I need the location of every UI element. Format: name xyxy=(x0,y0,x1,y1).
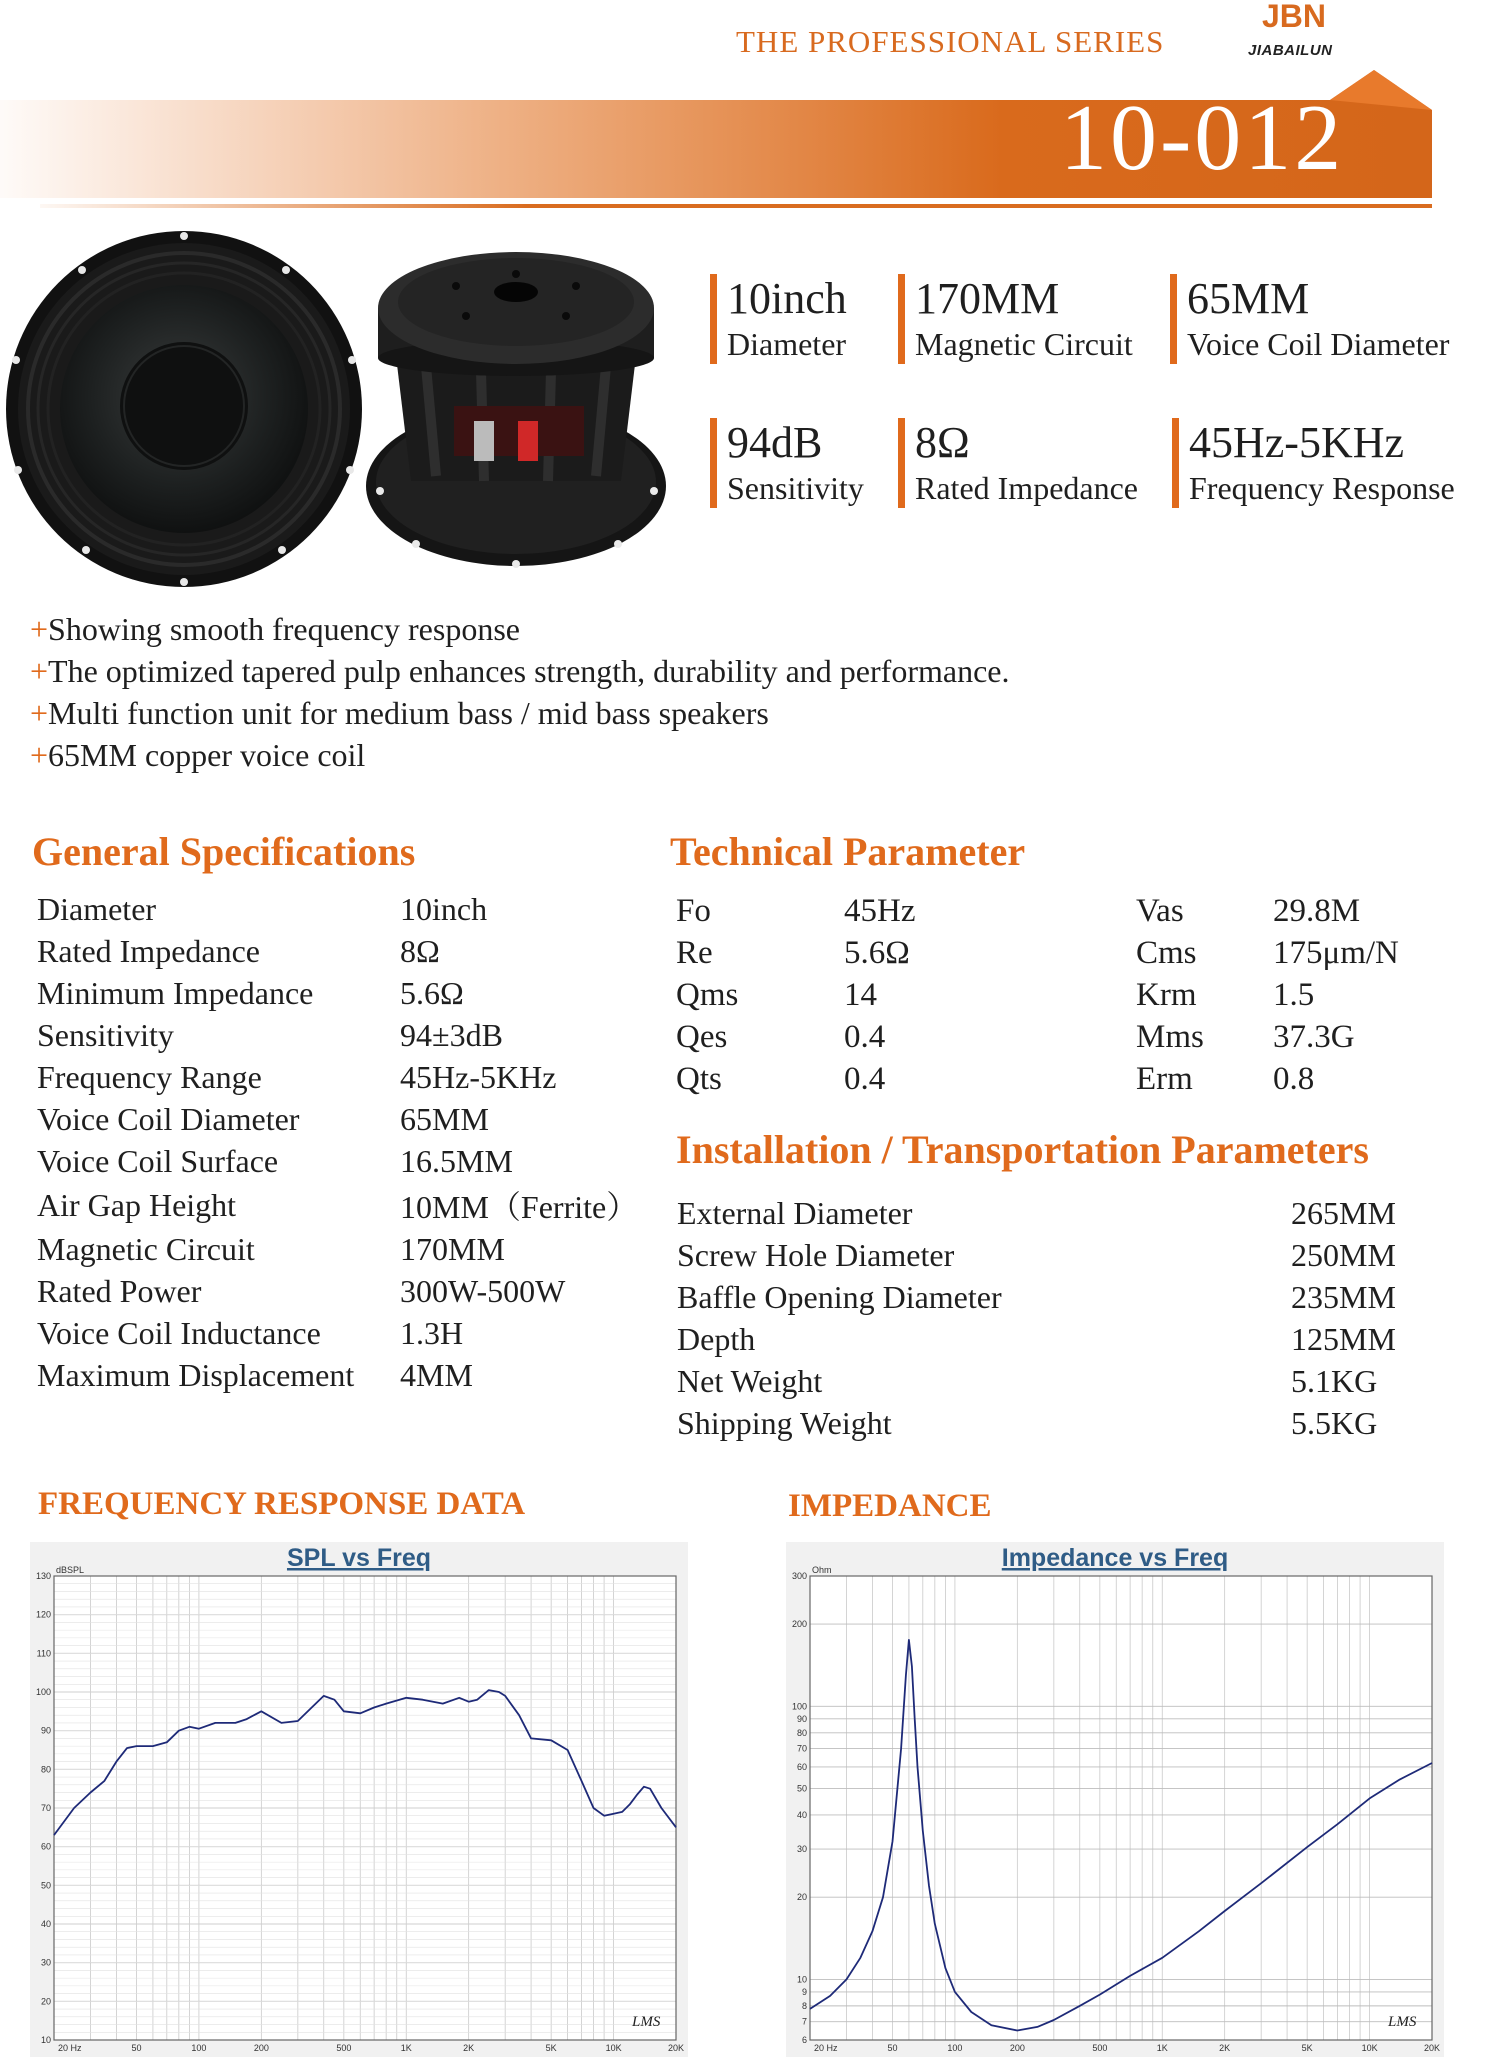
general-spec-row xyxy=(37,1140,650,1182)
x-tick-label: 5K xyxy=(1301,2043,1313,2053)
y-tick-label: 20 xyxy=(796,1892,807,1903)
banner-underline xyxy=(40,204,1432,208)
param-value: 175μm/N xyxy=(1273,934,1399,971)
param-name: Voice Coil Inductance xyxy=(37,1314,321,1351)
chart-title: Impedance vs Freq xyxy=(1001,1544,1229,1572)
y-tick-label: 30 xyxy=(40,1957,51,1968)
y-tick-label: 9 xyxy=(801,1986,807,1997)
param-value: 45Hz xyxy=(844,892,916,929)
param-value: 125MM xyxy=(1291,1320,1396,1357)
installation-param-row xyxy=(677,1318,1451,1360)
x-tick-label: 50 xyxy=(887,2043,898,2053)
technical-param-row xyxy=(676,974,1443,1016)
y-tick-label: 60 xyxy=(40,1841,51,1852)
installation-param-row xyxy=(677,1402,1451,1444)
y-tick-label: 40 xyxy=(796,1809,807,1820)
param-value: 45Hz-5KHz xyxy=(400,1058,557,1095)
y-tick-label: 300 xyxy=(791,1571,807,1581)
y-tick-label: 10 xyxy=(40,2035,51,2045)
param-name: Rated Impedance xyxy=(37,932,260,969)
param-name: Maximum Displacement xyxy=(37,1356,355,1393)
key-spec-value: 10inch xyxy=(727,274,847,323)
x-tick-label: 1K xyxy=(1156,2043,1168,2053)
param-value: 170MM xyxy=(400,1230,505,1267)
y-tick-label: 100 xyxy=(791,1701,807,1712)
param-name: Qes xyxy=(676,1018,728,1055)
model-number: 10-012 xyxy=(1060,86,1345,190)
param-name: External Diameter xyxy=(677,1194,913,1231)
y-tick-label: 90 xyxy=(40,1725,51,1736)
general-spec-row xyxy=(37,888,650,930)
brand-logo-text: JBN xyxy=(1262,0,1327,30)
param-name: Sensitivity xyxy=(37,1016,174,1053)
param-value: 265MM xyxy=(1291,1194,1396,1231)
key-spec-value: 45Hz-5KHz xyxy=(1189,418,1405,467)
y-axis-unit: Ohm xyxy=(812,1565,832,1575)
x-tick-label: 20K xyxy=(667,2043,685,2053)
param-value: 10inch xyxy=(400,890,488,927)
param-name: Frequency Range xyxy=(37,1058,262,1095)
general-spec-row xyxy=(37,1014,650,1056)
param-name: Screw Hole Diameter xyxy=(677,1236,955,1273)
param-name: Erm xyxy=(1136,1060,1193,1097)
speaker-rear-photo xyxy=(356,246,676,571)
key-spec-label: Frequency Response xyxy=(1189,470,1455,506)
param-value: 5.6Ω xyxy=(400,974,464,1011)
key-spec-value: 65MM xyxy=(1187,274,1310,323)
y-tick-label: 130 xyxy=(35,1571,51,1581)
key-spec-label: Diameter xyxy=(727,326,847,362)
x-tick-label: 20K xyxy=(1423,2043,1441,2053)
y-tick-label: 50 xyxy=(40,1880,51,1891)
installation-param-row xyxy=(677,1192,1451,1234)
x-tick-label: 500 xyxy=(336,2043,352,2053)
param-name: Voice Coil Diameter xyxy=(37,1100,300,1137)
y-tick-label: 70 xyxy=(796,1743,807,1754)
feature-item: +The optimized tapered pulp enhances strength, durability and performance. xyxy=(30,653,1010,689)
key-spec-label: Rated Impedance xyxy=(915,470,1138,506)
general-spec-row xyxy=(37,1056,650,1098)
key-spec-label: Voice Coil Diameter xyxy=(1187,326,1450,362)
param-name: Magnetic Circuit xyxy=(37,1230,255,1267)
general-specs-table xyxy=(37,888,650,1396)
y-tick-label: 10 xyxy=(796,1974,807,1985)
param-value: 29.8M xyxy=(1273,892,1361,929)
y-tick-label: 8 xyxy=(801,2000,807,2011)
technical-param-row xyxy=(676,890,1443,932)
y-tick-label: 110 xyxy=(36,1648,51,1659)
x-tick-label: 50 xyxy=(131,2043,142,2053)
key-spec-sensitivity xyxy=(710,418,864,508)
installation-param-row xyxy=(677,1360,1451,1402)
plot-area xyxy=(810,1576,1432,2040)
chart-title: SPL vs Freq xyxy=(286,1544,432,1572)
param-value: 14 xyxy=(844,976,877,1013)
impedance-vs-freq-chart xyxy=(786,1542,1444,2057)
brand-logo xyxy=(1262,0,1348,30)
param-value: 37.3G xyxy=(1273,1018,1355,1055)
general-spec-row xyxy=(37,1312,650,1354)
brand-logo-subtitle: JIABAILUN xyxy=(1248,42,1333,59)
param-value: 1.5 xyxy=(1273,976,1315,1013)
param-value: 0.8 xyxy=(1273,1060,1315,1097)
x-tick-label: 5K xyxy=(545,2043,557,2053)
key-spec-rated-impedance xyxy=(898,418,1138,508)
x-tick-label: 10K xyxy=(1361,2043,1378,2053)
param-value: 0.4 xyxy=(844,1018,886,1055)
lms-brand-mark: LMS xyxy=(632,2014,661,2030)
impedance-title: IMPEDANCE xyxy=(788,1488,992,1524)
y-tick-label: 80 xyxy=(796,1727,807,1738)
param-name: Vas xyxy=(1136,892,1184,929)
key-spec-label: Magnetic Circuit xyxy=(915,326,1133,362)
param-value: 235MM xyxy=(1291,1278,1396,1315)
y-tick-label: 70 xyxy=(40,1803,51,1813)
param-value: 5.1KG xyxy=(1291,1362,1378,1399)
technical-parameter-table xyxy=(676,890,1443,1100)
installation-param-row xyxy=(677,1234,1451,1276)
param-value: 250MM xyxy=(1291,1236,1396,1273)
y-axis-unit: dBSPL xyxy=(56,1565,85,1575)
frequency-response-title: FREQUENCY RESPONSE DATA xyxy=(38,1486,526,1522)
general-spec-row xyxy=(37,1228,650,1270)
general-spec-row xyxy=(37,1270,650,1312)
key-spec-label: Sensitivity xyxy=(727,470,864,506)
key-spec-magnetic-circuit xyxy=(898,274,1133,364)
x-tick-label: 1K xyxy=(400,2043,412,2053)
technical-param-row xyxy=(676,1058,1443,1100)
x-tick-label: 100 xyxy=(191,2043,207,2053)
y-tick-label: 200 xyxy=(791,1619,807,1630)
param-name: Cms xyxy=(1136,934,1197,971)
param-name: Mms xyxy=(1136,1018,1204,1055)
param-value: 65MM xyxy=(400,1100,489,1137)
x-tick-label: 20 Hz xyxy=(58,2043,82,2053)
x-tick-label: 500 xyxy=(1092,2043,1108,2053)
key-spec-voice-coil-diameter xyxy=(1170,274,1449,364)
installation-table xyxy=(677,1192,1451,1444)
x-tick-label: 100 xyxy=(947,2043,963,2053)
param-name: Voice Coil Surface xyxy=(37,1142,279,1179)
y-tick-label: 6 xyxy=(801,2035,807,2045)
x-tick-label: 20 Hz xyxy=(814,2043,838,2053)
param-value: 300W-500W xyxy=(400,1272,566,1309)
param-value: 5.5KG xyxy=(1291,1404,1378,1441)
y-tick-label: 20 xyxy=(40,1996,51,2007)
param-name: Diameter xyxy=(37,890,157,927)
x-tick-label: 200 xyxy=(1009,2043,1025,2053)
technical-param-row xyxy=(676,1016,1443,1058)
param-value: 94±3dB xyxy=(400,1016,503,1053)
param-name: Qms xyxy=(676,976,739,1013)
general-spec-row xyxy=(37,1354,650,1396)
installation-title: Installation / Transportation Parameters xyxy=(676,1127,1369,1172)
technical-param-row xyxy=(676,932,1443,974)
y-tick-label: 80 xyxy=(40,1764,51,1775)
y-tick-label: 50 xyxy=(796,1783,807,1794)
general-spec-row xyxy=(37,972,650,1014)
param-name: Net Weight xyxy=(677,1362,823,1399)
key-spec-value: 170MM xyxy=(915,274,1060,323)
general-specs-title: General Specifications xyxy=(32,829,416,874)
series-title: THE PROFESSIONAL SERIES xyxy=(736,24,1165,59)
param-value: 8Ω xyxy=(400,932,440,969)
feature-item: +Multi function unit for medium bass / mid bass speakers xyxy=(30,695,769,731)
y-tick-label: 40 xyxy=(40,1919,51,1929)
x-tick-label: 2K xyxy=(1219,2043,1231,2053)
param-name: Krm xyxy=(1136,976,1197,1013)
param-value: 5.6Ω xyxy=(844,934,910,971)
param-name: Baffle Opening Diameter xyxy=(677,1278,1002,1315)
param-name: Minimum Impedance xyxy=(37,974,314,1011)
general-spec-row xyxy=(37,930,650,972)
y-tick-label: 120 xyxy=(35,1609,51,1620)
spl-vs-freq-chart xyxy=(30,1542,688,2057)
y-tick-label: 90 xyxy=(796,1713,807,1724)
y-tick-label: 100 xyxy=(35,1687,51,1697)
param-name: Shipping Weight xyxy=(677,1404,892,1441)
key-spec-value: 8Ω xyxy=(915,418,970,467)
param-name: Depth xyxy=(677,1320,756,1357)
param-value: 10MM（Ferrite） xyxy=(400,1189,639,1225)
feature-item: +Showing smooth frequency response xyxy=(30,611,520,647)
lms-brand-mark: LMS xyxy=(1388,2014,1417,2030)
param-name: Rated Power xyxy=(37,1272,202,1309)
param-name: Fo xyxy=(676,892,711,929)
general-spec-row xyxy=(37,1182,650,1228)
installation-param-row xyxy=(677,1276,1451,1318)
x-tick-label: 200 xyxy=(253,2043,269,2053)
param-value: 1.3H xyxy=(400,1314,464,1351)
x-tick-label: 2K xyxy=(463,2043,475,2053)
y-tick-label: 7 xyxy=(801,2016,807,2027)
general-spec-row xyxy=(37,1098,650,1140)
y-tick-label: 30 xyxy=(796,1844,807,1855)
feature-list xyxy=(30,608,1009,776)
key-spec-value: 94dB xyxy=(727,418,823,467)
param-value: 4MM xyxy=(400,1356,473,1393)
param-name: Re xyxy=(676,934,713,971)
param-name: Air Gap Height xyxy=(37,1186,237,1223)
key-spec-diameter xyxy=(710,274,847,364)
x-tick-label: 10K xyxy=(605,2043,622,2053)
param-value: 0.4 xyxy=(844,1060,886,1097)
speaker-front-photo xyxy=(0,230,368,588)
param-name: Qts xyxy=(676,1060,722,1097)
technical-parameter-title: Technical Parameter xyxy=(670,829,1026,874)
y-tick-label: 60 xyxy=(796,1761,807,1772)
feature-item: +65MM copper voice coil xyxy=(30,737,366,773)
key-spec-frequency-response xyxy=(1172,418,1455,508)
param-value: 16.5MM xyxy=(400,1142,513,1179)
